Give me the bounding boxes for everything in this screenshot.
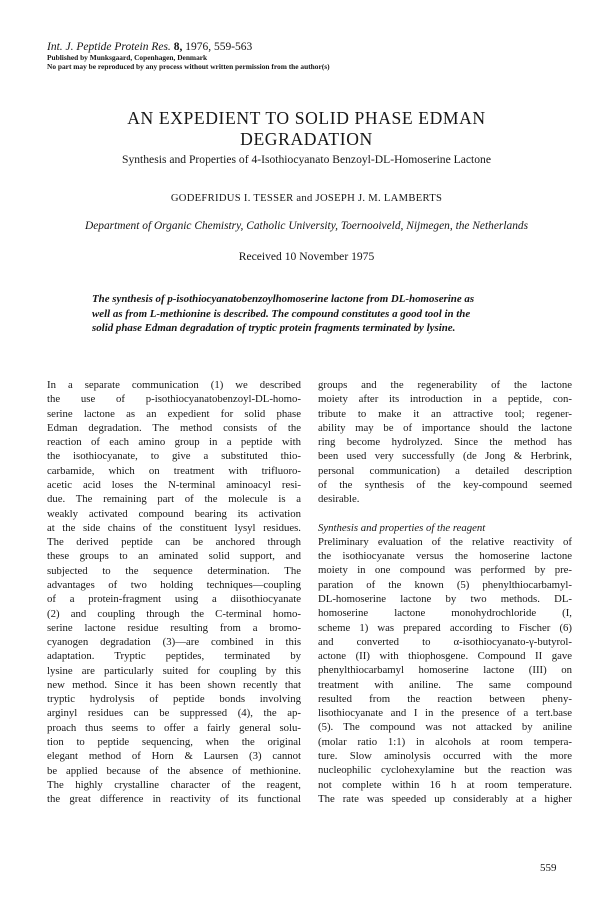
- page-number: 559: [540, 862, 557, 874]
- body-line: weakly activated compound bearing its activation: [47, 507, 301, 520]
- body-line: ture. Slow aminolysis occurred with the more: [318, 750, 572, 763]
- body-line: the isothiocyanate versus the homoserine lactone: [318, 550, 572, 563]
- body-line: homoserine lactone monohydrochloride (I,: [318, 607, 572, 620]
- right-column: [318, 378, 572, 806]
- body-line: phenylthiocarbamyl homoserine lactone (III) on: [318, 664, 572, 677]
- body-line: advantages of two holding techniques—coupling: [47, 578, 301, 591]
- body-line: lisothiocyanate and I in the presence of a tert.base: [318, 707, 572, 720]
- body-line: of a protein-fragment using a diisothiocyanate: [47, 593, 301, 606]
- body-line: The derived peptide can be anchored through: [47, 536, 301, 549]
- body-line: desirable.: [318, 493, 360, 506]
- body-line: (5). The compound was not attacked by aniline: [318, 721, 572, 734]
- body-line: scheme 1) was prepared according to Fischer (6): [318, 621, 572, 634]
- body-line: carbamide, which on treatment with trifluoro-: [47, 464, 301, 477]
- title-line: AN EXPEDIENT TO SOLID PHASE EDMAN: [127, 108, 486, 128]
- publisher-line: Published by Munksgaard, Copenhagen, Denmark: [47, 53, 208, 62]
- body-line: be applied because of the absence of methionine.: [47, 764, 301, 777]
- body-line: personal communication) a detailed description: [318, 464, 572, 477]
- body-line: adaptation. Tryptic peptides, terminated by: [47, 650, 301, 663]
- journal-volume: 8,: [173, 41, 183, 53]
- body-line: paration of the known (5) phenylthiocarbamyl-: [318, 578, 572, 591]
- abstract-line: The synthesis of p-isothiocyanatobenzoylhomoserine lactone from DL-homoserine as: [92, 293, 475, 305]
- journal-header: [47, 40, 567, 72]
- article-title: [40, 108, 573, 150]
- body-line: In a separate communication (1) we described: [47, 379, 301, 391]
- article-subtitle: Synthesis and Properties of 4-Isothiocyanato Benzoyl-DL-Homoserine Lactone: [122, 153, 491, 166]
- body-line: arginyl residues can be suppressed (4), the ap-: [47, 707, 301, 720]
- abstract-line: well as from L-methionine is described. The compound constitutes a good tool in the: [92, 307, 471, 320]
- body-line: groups and the regenerability of the lactone: [318, 379, 572, 391]
- body-line: ring become hydrolyzed. Since the method has: [318, 436, 572, 449]
- left-column: [47, 378, 301, 806]
- body-line: treatment with aniline. The same compound: [318, 678, 572, 691]
- affiliation: Department of Organic Chemistry, Catholic University, Toernooiveld, Nijmegen, the Netherlands: [84, 220, 529, 232]
- body-line: Edman degradation. The method consists of the: [47, 421, 301, 434]
- body-line: (molar ratio 1:1) in alcohols at room tempera-: [318, 735, 572, 748]
- abstract: [92, 292, 522, 336]
- body-line: moiety after its introduction in a peptide, con-: [318, 393, 572, 406]
- body-line: (2) and coupling through the C-terminal homo-: [47, 607, 301, 620]
- body-line: Preliminary evaluation of the relative reactivity of: [318, 535, 572, 548]
- body-line: the great difference in reactivity of its functional: [47, 793, 301, 806]
- body-line: tryptic hydrolysis of peptide bonds involving: [47, 693, 301, 706]
- body-line: at the side chains of the constituent lysyl residues.: [47, 521, 301, 534]
- body-line: nucleophilic cyclohexylamine but the reaction was: [318, 764, 572, 777]
- body-line: been used very successfully (de Jong & Herbrink,: [318, 450, 572, 463]
- body-line: serine lactone as an expedient for solid phase: [47, 407, 301, 420]
- body-line: acetic acid loses the N-terminal aminoacyl resi-: [47, 478, 301, 491]
- body-line: the isothiocyanate, to give a substituted thio-: [47, 450, 301, 463]
- body-line: and converted to α-isothiocyanato-γ-butyrol-: [318, 635, 572, 648]
- body-line: subjected to the sequence determination. The: [47, 564, 301, 577]
- body-line: cyanogen degradation (3)—are combined in this: [47, 636, 301, 649]
- received-date: Received 10 November 1975: [238, 250, 375, 263]
- journal-year-pages: 1976, 559-563: [185, 41, 253, 53]
- paragraph-gap: [318, 507, 572, 521]
- abstract-line: solid phase Edman degradation of tryptic protein fragments terminated by lysine.: [92, 322, 456, 335]
- body-line: proach thus seems to offer a fairly general solu-: [47, 721, 301, 734]
- body-line: serine lactone residue resulting from a bromo-: [47, 621, 301, 634]
- section-heading: Synthesis and properties of the reagent: [318, 521, 486, 534]
- body-line: new method. Since it has been shown recently that: [47, 678, 301, 691]
- author-list: GODEFRIDUS I. TESSER and JOSEPH J. M. LAMBERTS: [170, 193, 443, 204]
- body-line: ability may be of importance should the lactone: [318, 421, 572, 434]
- body-line: moiety in one compound was performed by pre-: [318, 564, 572, 577]
- body-line: not complete within 16 h at room temperature.: [318, 778, 572, 791]
- journal-citation: [47, 40, 567, 54]
- body-line: reaction of each amino group in a peptide with: [47, 436, 301, 449]
- body-line: lysine are particularly suited for coupling by this: [47, 664, 301, 677]
- body-line: due. The remaining part of the molecule is a: [47, 493, 301, 506]
- body-line: these groups to an aminated solid support, and: [47, 550, 301, 563]
- body-line: tion to peptide sequencing, when the original: [47, 736, 301, 749]
- copyright-line: No part may be reproduced by any process without written permission from the author(s): [47, 61, 330, 71]
- body-line: The highly crystalline character of the reagent,: [47, 778, 301, 791]
- body-line: elegant method of Horn & Laursen (3) cannot: [47, 750, 301, 763]
- body-line: the use of p-isothiocyanatobenzoyl-DL-homo-: [47, 393, 301, 406]
- body-line: of the synthesis of the key-compound seemed: [318, 478, 572, 491]
- title-line: DEGRADATION: [240, 129, 373, 149]
- body-line: actone (II) with thiophosgene. Compound II gave: [318, 650, 572, 663]
- journal-name: Int. J. Peptide Protein Res.: [47, 41, 171, 53]
- body-line: resulted from the reaction between pheny-: [318, 692, 572, 705]
- body-line: The rate was speeded up considerably at a higher: [318, 792, 572, 805]
- body-line: tribute to make it an attractive tool; regener-: [318, 407, 572, 420]
- body-line: DL-homoserine lactone by two methods. DL-: [318, 592, 572, 605]
